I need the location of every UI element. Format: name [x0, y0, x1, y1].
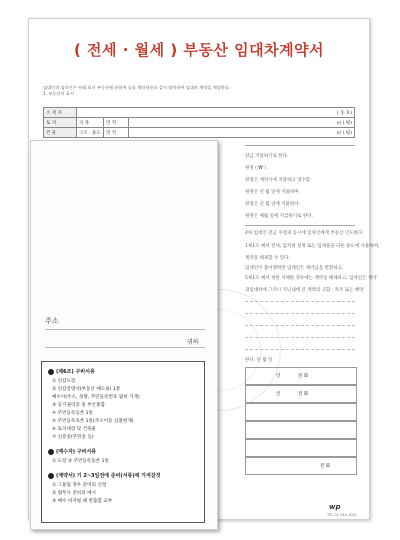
divider: [245, 145, 355, 146]
signature-box-broker: [245, 403, 357, 421]
table-cell-right-label: 면 적: [104, 118, 129, 128]
seal-label: 인: [276, 392, 281, 397]
table-row: [44, 128, 355, 138]
seal-label: 인: [276, 374, 281, 379]
table-row: [44, 118, 355, 128]
signature-box-lessee: [245, 385, 357, 403]
checklist-item: ⑦ 신분증(주민증 등): [52, 435, 94, 440]
table-cell-mid: 지 목: [77, 118, 104, 128]
contract-text-line: 잔금 지불하기로 한다.: [245, 154, 289, 159]
publisher-contact: TEL 02-549-1001: [327, 513, 357, 517]
recipient-suffix: 귀하: [187, 339, 199, 346]
signature-box-broker-2: [245, 421, 357, 439]
checklist-heading-text: (제6조) 구비서류: [56, 369, 95, 375]
address-line: [45, 329, 205, 330]
signature-box-broker-3: [245, 439, 357, 457]
document-envelope: [30, 140, 218, 530]
intro-line-1: 임대인과 임차인은 아래 표시 부동산에 관하여 다음 계약내용과 같이 합의하여 임대차 계약을 체결한다.: [43, 85, 231, 90]
table-cell-value: ( 동 호): [77, 108, 355, 118]
contract-text-line: 원정 ( ₩ ): [245, 166, 266, 171]
checklist-heading: [48, 368, 95, 375]
contract-text-line: 원정은 계약시에 지불하고 영수함.: [245, 178, 312, 183]
property-table: [43, 107, 355, 138]
checklist-item: ⑤ 주민등록초본 1통(주소이동 심볼현재): [52, 419, 134, 424]
contract-date-row: 한다. 년 월 일: [245, 358, 273, 363]
recipient-line: [45, 347, 205, 348]
contract-text-line: 계약을 해제할 수 있다.: [245, 256, 290, 261]
table-cell-label: 건 물: [44, 128, 77, 138]
contract-text-line: 4차 임대인 잔금 수령과 동시에 임차인에게 부동산 인도한다.: [245, 231, 364, 236]
checklist-heading-text: (계약서) 기 2~3일전에 준비(서류)에 가져갈것: [56, 473, 161, 479]
intro-text: [43, 85, 353, 97]
checklist-item: ① 도장 ② 주민등록등본 1통: [52, 459, 109, 464]
bullet-icon: [48, 449, 54, 455]
bullet-icon: [48, 369, 54, 375]
contract-text-line: 과임대차에 그러나 지닌내에 본 계약의 극함 · 특조 또는 해약: [245, 288, 364, 293]
table-cell-right-label: 면 적: [104, 128, 129, 138]
checklist-item: ③ 등기권리증 및 부산종합: [52, 403, 105, 408]
blank-line: [245, 301, 355, 302]
bullet-icon: [48, 473, 54, 479]
phone-label: 전 화: [298, 392, 309, 397]
intro-line-2: 1. 부동산의 표시: [43, 91, 74, 96]
required-documents-checklist: [41, 361, 205, 523]
phone-label: 전 화: [298, 374, 309, 379]
checklist-heading: [48, 448, 96, 455]
contract-text-line: 원정은 년 월 일에 지불한다.: [245, 202, 300, 207]
table-cell-value: ㎡ ( 평): [129, 118, 355, 128]
address-label: 주소: [45, 317, 59, 325]
contract-text-line: 5제1조 에서 정한 지체한 경우에는 계약을 해제하고, 임차인은 계약: [245, 276, 377, 281]
checklist-item: ⑥ 토지대장 및 건축물: [52, 427, 97, 432]
document-title: ( 전세 · 월세 ) 부동산 임대차계약서: [73, 41, 325, 59]
publisher-logo: wp: [329, 503, 341, 511]
table-cell-label: 소 재 지: [44, 108, 77, 118]
checklist-item: ② 법무사 준비의 예시: [52, 491, 97, 496]
table-row: [44, 108, 355, 118]
contract-text-line: 1제1조 에서 전세, 임차권 설정 또는 임대물을 다른 용도에 사용하여,: [245, 244, 380, 249]
checklist-item: ① 그물림 경우 준미의 신청: [52, 483, 107, 488]
contract-text-line: 임대인이 불이행하면 임대인은 계약금을 반환하고,: [245, 266, 344, 271]
table-cell-value: ㎡ ( 평): [129, 128, 355, 138]
checklist-item: 매수자(주소, 성명, 주민등록번호 필히 기재): [52, 395, 140, 400]
signature-box-lessor: [245, 367, 357, 385]
blank-line: [245, 325, 355, 326]
checklist-heading: [48, 472, 161, 479]
contract-text-line: 원정은 매월 일에 지급하기로 한다.: [245, 214, 314, 219]
divider: [245, 225, 355, 226]
checklist-item: ① 인감도장: [52, 379, 76, 384]
phone-label: 전 화: [320, 464, 331, 469]
blank-line: [245, 313, 355, 314]
contract-text-line: 원정은 년 월 일에 지불하며: [245, 190, 299, 195]
checklist-heading-text: (매수자) 구비서류: [56, 449, 97, 455]
blank-line: [245, 337, 355, 338]
table-cell-mid: 구조 · 용도: [77, 128, 104, 138]
checklist-item: ③ 매수 비자빌 때 반출할 교부: [52, 499, 113, 504]
signature-box-broker-4: [245, 457, 357, 475]
blank-line: [245, 349, 355, 350]
table-cell-label: 토 지: [44, 118, 77, 128]
checklist-item: ④ 주민등록등본 1통: [52, 411, 94, 416]
checklist-item: ② 인감증명서(부동산 매도용) 1통: [52, 387, 121, 392]
